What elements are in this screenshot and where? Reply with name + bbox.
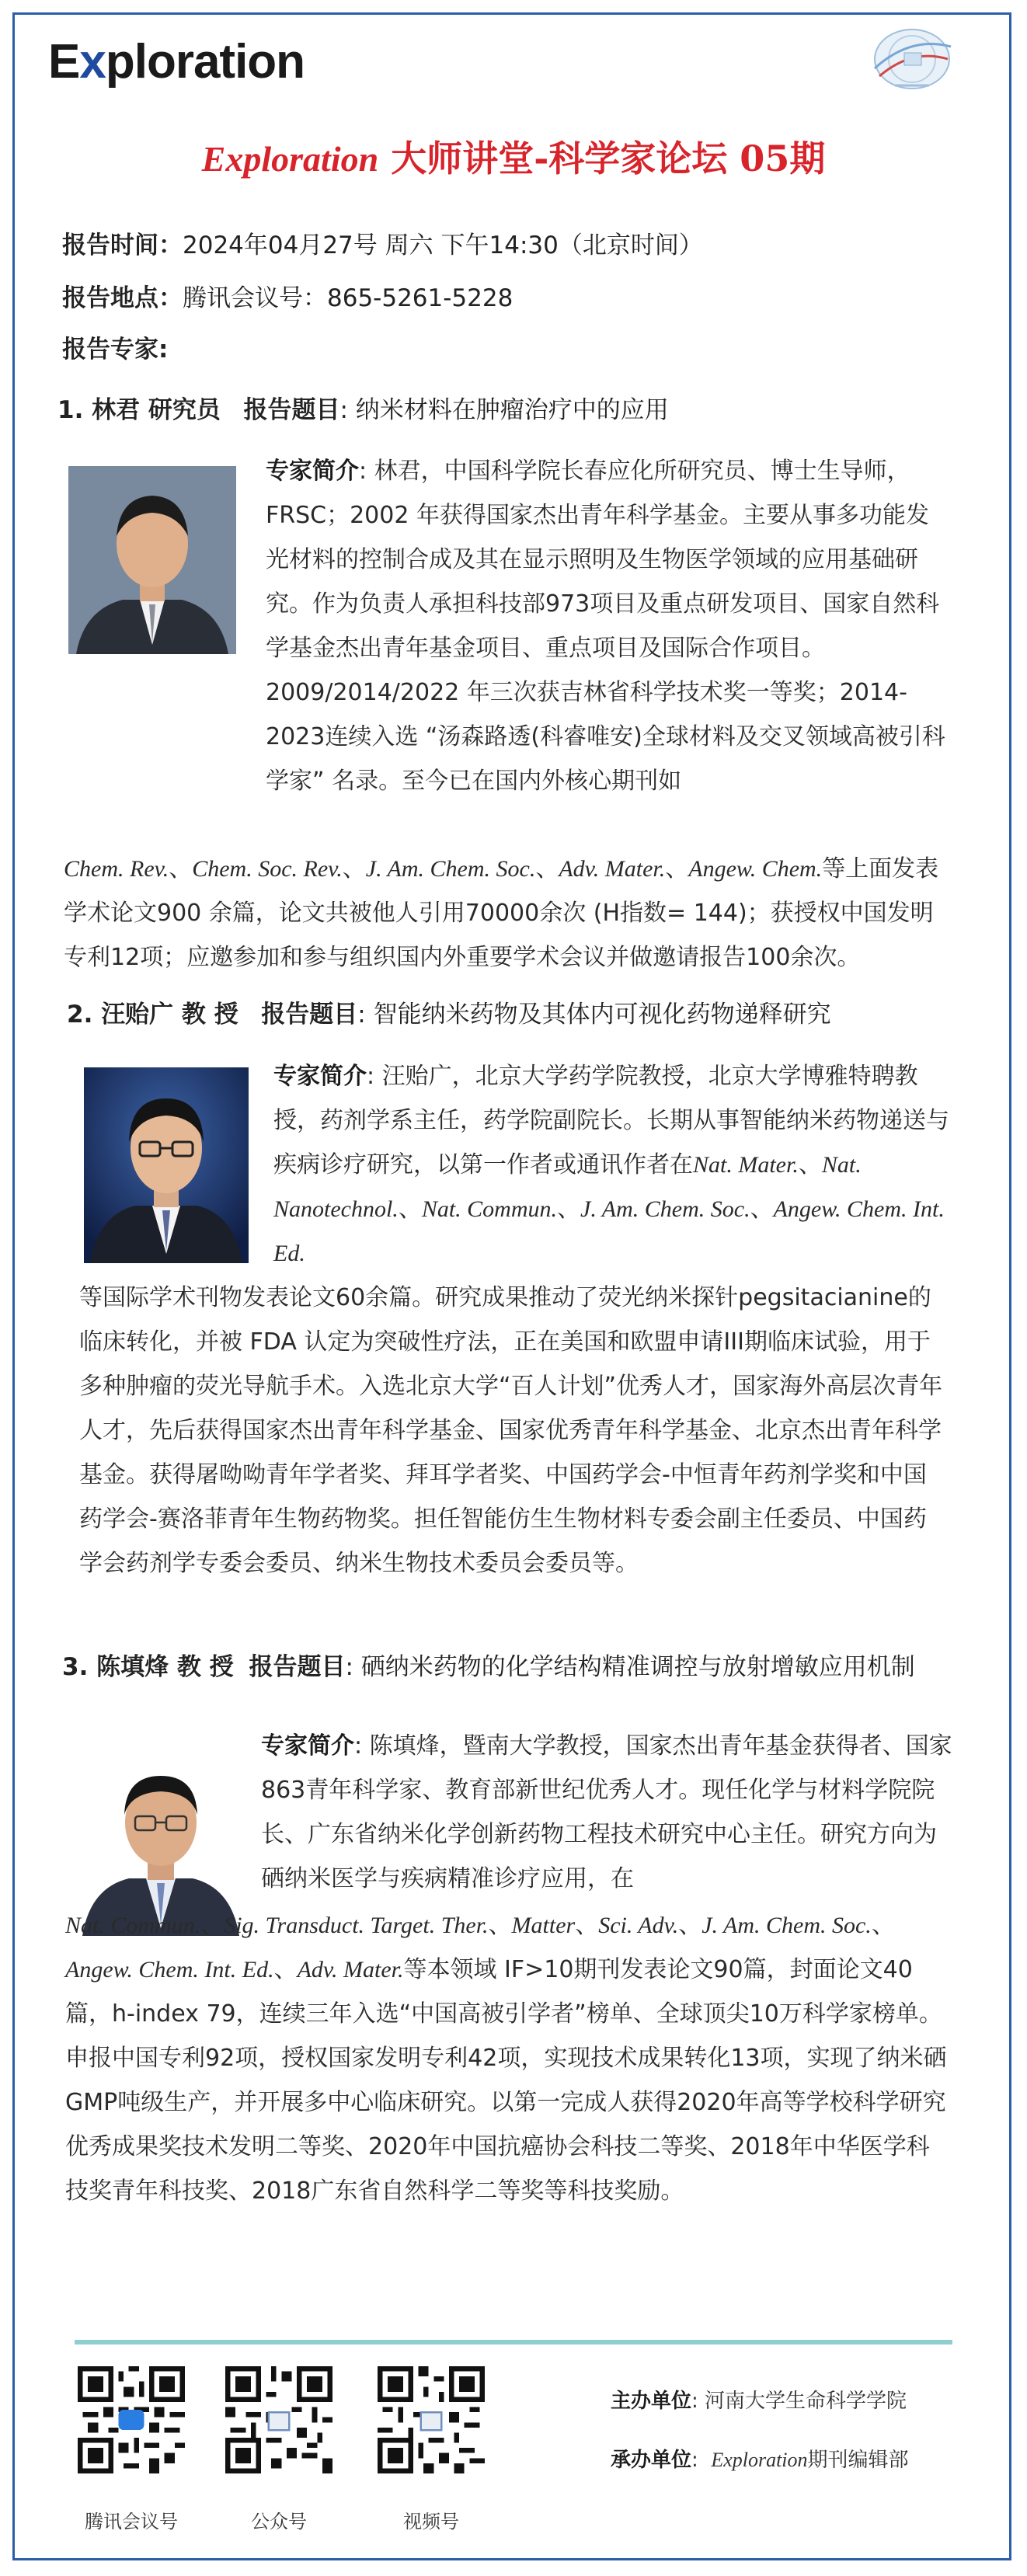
speaker-2-heading: 2. 汪贻广 教 授 报告题目: 智能纳米药物及其体内可视化药物递释研究 xyxy=(67,1001,831,1029)
qr-caption-video-account: 视频号 xyxy=(403,2511,459,2532)
page-title: Exploration 大师讲堂-科学家论坛 05期 xyxy=(201,138,826,179)
speaker-2-bio-rest: 等国际学术刊物发表论文60余篇。研究成果推动了荧光纳米探针pegsitacianine的临床转化，并被 FDA 认定为突破性疗法，正在美国和欧盟申请III期临床试验，用于多种肿瘤的荧光导航手术。入选北京大学“百人计划”优秀人才，国家海外高层次青年人才，先后获得国家杰出青年科学基金、国家优秀青年科学基金、北京杰出青年科学基金。获得屠呦呦青年学者奖、拜耳学者奖、中国药学会-中恒青年药剂学奖和中国药学会-赛洛菲青年生物药物奖。担任智能仿生生物材料专委会副主任委员、中国药学会药剂学专委会委员、纳米生物技术委员会委员等。 xyxy=(79,1284,943,1577)
qr-code-video-account[interactable] xyxy=(378,2366,485,2473)
qr-code-official-account[interactable] xyxy=(225,2366,332,2473)
qr-caption-meeting: 腾讯会议号 xyxy=(85,2511,178,2532)
report-time: 报告时间：2024年04月27号 周六 下午14:30（北京时间） xyxy=(62,231,703,259)
speaker-3-heading: 3. 陈填烽 教 授 报告题目: 硒纳米药物的化学结构精准调控与放射增敏应用机制 xyxy=(62,1653,915,1681)
speaker-3-bio-top: 专家简介: 陈填烽，暨南大学教授，国家杰出青年基金获得者、国家863青年科学家、教育部新世纪优秀人才。现任化学与材料学院院长、广东省纳米化学创新药物工程技术研究中心主任。研究方向为硒纳米医学与疾病精准诊疗应用，在 xyxy=(261,1732,952,1892)
emblem-icon xyxy=(864,20,957,98)
report-experts-label: 报告专家: xyxy=(62,336,169,364)
speaker-1-heading: 1. 林君 研究员 报告题目: 纳米材料在肿瘤治疗中的应用 xyxy=(57,396,669,424)
qr-code-meeting[interactable] xyxy=(78,2366,185,2473)
speaker-3-bio-rest: Nat. Commun.、Sig. Transduct. Target. Ther.、Matter、Sci. Adv.、J. Am. Chem. Soc.、Angew. Chem. Int. Ed.、Adv. Mater.等本领域 IF>10期刊发表论文90篇，封面论文40篇，h-index 79，连续三年入选“中国高被引学者”榜单、全球顶尖10万科学家榜单。申报中国专利92项，授权国家发明专利42项，实现技术成果转化13项，实现了纳米硒GMP吨级生产，并开展多中心临床研究。以第一完成人获得2020年高等学校科学研究优秀成果奖技术发明二等奖、2020年中国抗癌协会科技二等奖、2018年中华医学科技奖青年科技奖、2018广东省自然科学二等奖等科技奖励。 xyxy=(65,1912,947,2205)
speaker-1-bio-rest: Chem. Rev.、Chem. Soc. Rev.、J. Am. Chem. Soc.、Adv. Mater.、Angew. Chem.等上面发表学术论文900 余篇，论文共被他人引用70000余次 (H指数= 144)；获授权中国发明专利12项；应邀参加和参与组织国内外重要学术会议并做邀请报告100余次。 xyxy=(64,855,939,971)
speaker-2-bio-top: 专家简介: 汪贻广，北京大学药学院教授，北京大学博雅特聘教授，药剂学系主任，药学院副院长。长期从事智能纳米药物递送与疾病诊疗研究，以第一作者或通讯作者在Nat. Mater.、Nat. Nanotechnol.、Nat. Commun.、J. Am. Chem. Soc.、Angew. Chem. Int. Ed. xyxy=(273,1063,949,1266)
speaker-1-photo xyxy=(68,466,236,654)
footer-divider xyxy=(75,2340,952,2345)
co-organizer: 承办单位: Exploration期刊编辑部 xyxy=(611,2449,909,2472)
speaker-1-bio-top: 专家简介: 林君，中国科学院长春应化所研究员、博士生导师，FRSC；2002 年获得国家杰出青年科学基金。主要从事多功能发光材料的控制合成及其在显示照明及生物医学领域的应用基础研究。作为负责人承担科技部973项目及重点研发项目、国家自然科学基金杰出青年基金项目、重点项目及国际合作项目。2009/2014/2022 年三次获吉林省科学技术奖一等奖；2014-2023连续入选 “汤森路透(科睿唯安)全球材料及交叉领域高被引科学家” 名录。至今已在国内外核心期刊如 xyxy=(266,458,945,795)
exploration-logo: Exploration xyxy=(48,35,305,89)
speaker-2-photo xyxy=(84,1067,249,1263)
host-organizer: 主办单位: 河南大学生命科学学院 xyxy=(611,2390,907,2413)
qr-caption-official-account: 公众号 xyxy=(251,2511,307,2532)
report-place: 报告地点：腾讯会议号：865-5261-5228 xyxy=(62,284,514,312)
